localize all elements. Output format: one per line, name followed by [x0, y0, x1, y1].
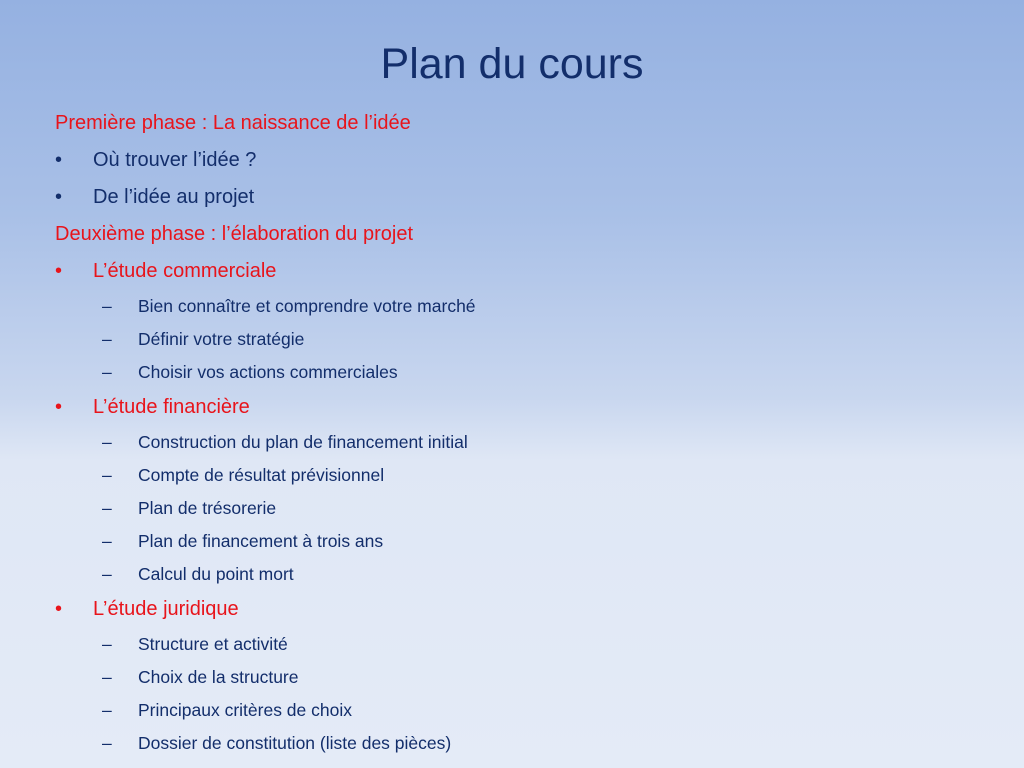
list-item-label: L’étude juridique [93, 598, 239, 620]
dash-icon: – [102, 362, 112, 382]
sub-list-item-label: Structure et activité [138, 634, 288, 654]
dash-icon: – [102, 498, 112, 518]
bullet-icon: • [55, 396, 63, 418]
list-item [55, 145, 995, 182]
dash-icon: – [102, 531, 112, 551]
sub-list-item [55, 293, 995, 326]
bullet-icon: • [55, 260, 63, 282]
dash-icon: – [102, 296, 112, 316]
dash-icon: – [102, 700, 112, 720]
list-item-etude-juridique [55, 594, 995, 631]
sub-list-item-label: Calcul du point mort [138, 564, 294, 584]
sub-list-item [55, 359, 995, 392]
sub-list-item-label: Définir votre stratégie [138, 329, 305, 349]
slide-title: Plan du cours [380, 40, 644, 88]
list-item-etude-commerciale [55, 256, 995, 293]
list-item [55, 182, 995, 219]
sub-list-item [55, 561, 995, 594]
sub-list-item-label: Principaux critères de choix [138, 700, 352, 720]
dash-icon: – [102, 634, 112, 654]
sub-list-item [55, 462, 995, 495]
sub-list-item [55, 528, 995, 561]
sub-list-item [55, 326, 995, 359]
sub-list-item-label: Dossier de constitution (liste des pièces) [138, 733, 452, 753]
sub-list-item [55, 429, 995, 462]
list-item-label: L’étude financière [93, 396, 250, 418]
slide-content [55, 108, 995, 763]
sub-list-item [55, 730, 995, 763]
sub-list-item-label: Bien connaître et comprendre votre marché [138, 296, 476, 316]
dash-icon: – [102, 465, 112, 485]
dash-icon: – [102, 329, 112, 349]
bullet-icon: • [55, 186, 63, 208]
sub-list-item-label: Choisir vos actions commerciales [138, 362, 398, 382]
sub-list-item-label: Plan de financement à trois ans [138, 531, 384, 551]
dash-icon: – [102, 564, 112, 584]
list-item-etude-financiere [55, 392, 995, 429]
sub-list-item-label: Choix de la structure [138, 667, 299, 687]
bullet-icon: • [55, 598, 63, 620]
sub-list-item [55, 631, 995, 664]
sub-list-item-label: Plan de trésorerie [138, 498, 277, 518]
section-heading-phase-2: Deuxième phase : l’élaboration du projet [55, 223, 413, 245]
list-item-label: De l’idée au projet [93, 186, 255, 208]
dash-icon: – [102, 733, 112, 753]
dash-icon: – [102, 667, 112, 687]
list-item-label: L’étude commerciale [93, 260, 277, 282]
sub-list-item [55, 495, 995, 528]
sub-list-item-label: Construction du plan de financement initial [138, 432, 468, 452]
sub-list-item [55, 664, 995, 697]
dash-icon: – [102, 432, 112, 452]
list-item-label: Où trouver l’idée ? [93, 149, 257, 171]
sub-list-item-label: Compte de résultat prévisionnel [138, 465, 385, 485]
bullet-icon: • [55, 149, 63, 171]
sub-list-item [55, 697, 995, 730]
section-heading-phase-1: Première phase : La naissance de l’idée [55, 112, 411, 134]
